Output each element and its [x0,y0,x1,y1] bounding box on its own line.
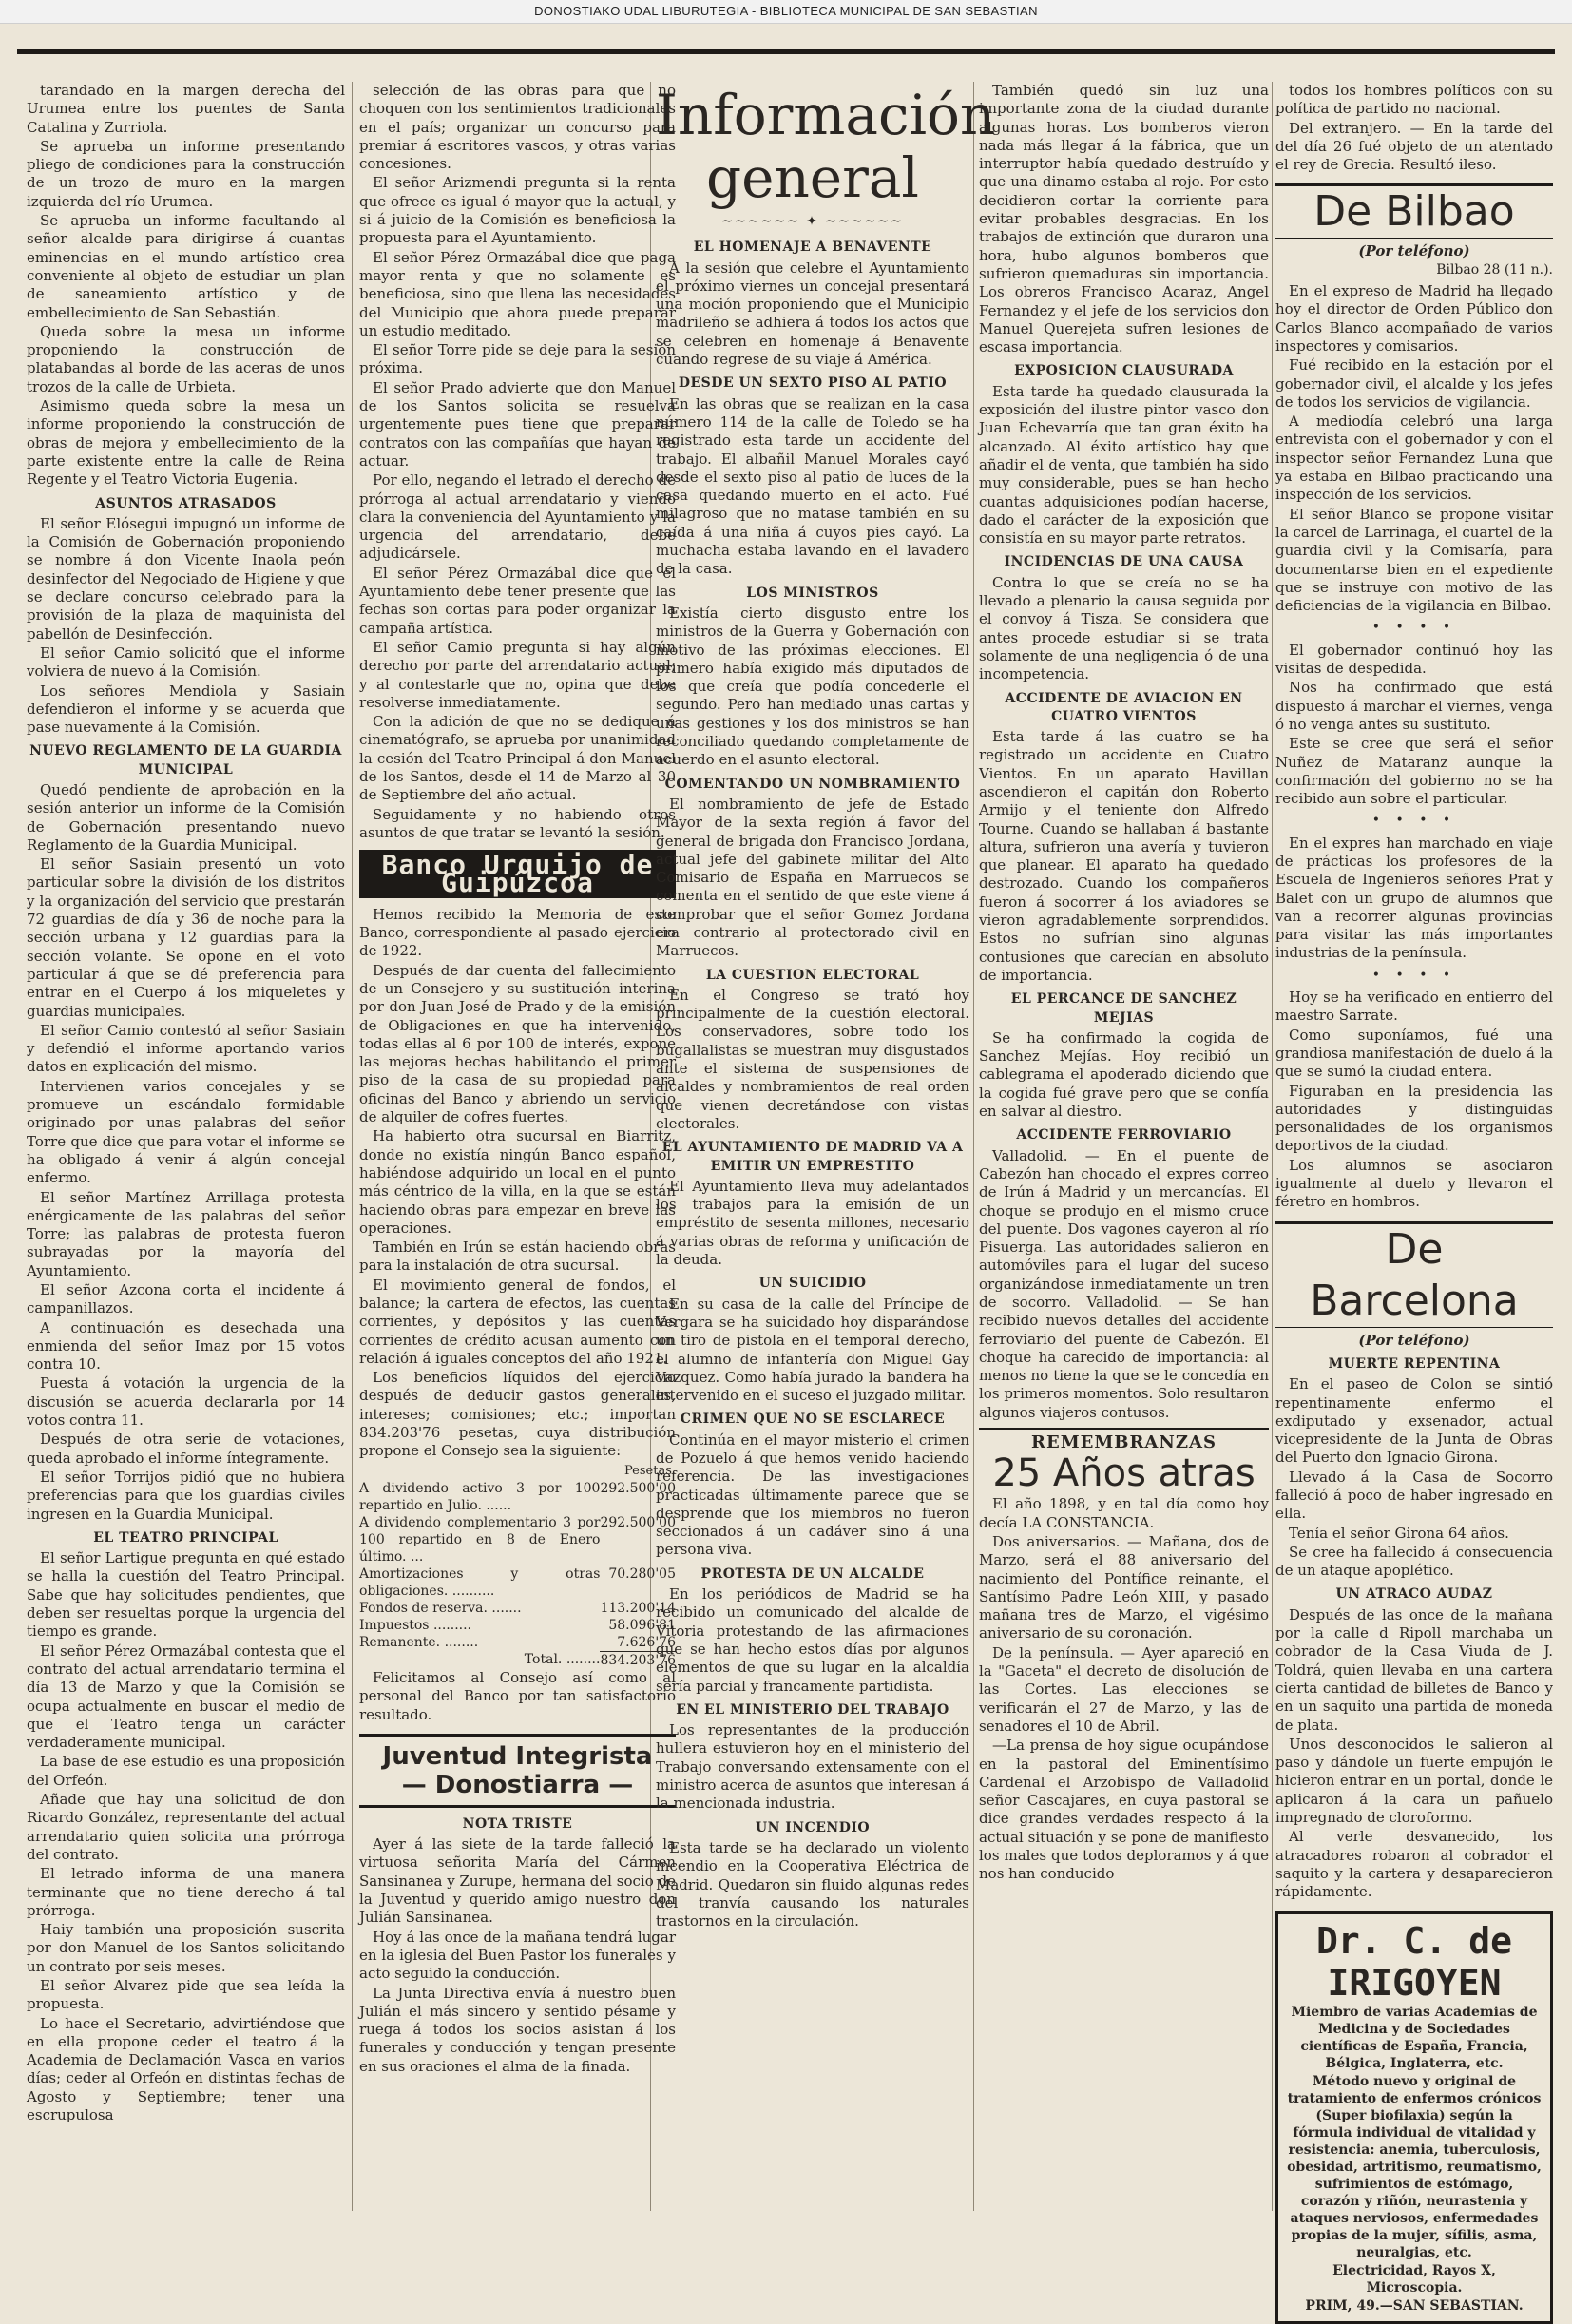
paragraph: Esta tarde á las cuatro se ha registrado un accidente en Cuatro Vientos. En un aparato Havillan ascendieron el capitán don Roberto Armijo y el teniente don Alfredo Tourne. Cuando se hallaban á bastante altura, sufrieron una avería y tuvieron que planear. El aparato ha quedado destrozado. Cuando los compañeros fueron á socorrer á los aviadores se vieron agradablemente sorprendidos. Estos no sufrían sino algunas contusiones que carecían en absoluto de importancia. [979,728,1269,984]
table-row [359,1565,676,1600]
paragraph: tarandado en la margen derecha del Urumea entre los puentes de Santa Catalina y Zurriola. [27,82,345,136]
paragraph: Valladolid. — En el puente de Cabezón han chocado el expres correo de Irún á Madrid y un mercancías. El choque se produjo en el mismo cruce del puente. Dos vagones cayeron al río Pisuerga. Las autoridades salieron en automóviles para el lugar del suceso organizándose inmediatamente un tren de socorro. Valladolid. — Se han recibido nuevos detalles del accidente ferroviario del puente de Cabezón. El choque ha carecido de importancia: al menos no tiene la que se le concedía en los primeros momentos. Solo resultaron algunos viajeros contusos. [979,1146,1269,1421]
table-total-row [359,1651,676,1669]
juventud-title: Juventud Integrista [382,1741,653,1771]
paragraph: El gobernador continuó hoy las visitas de despedida. [1275,641,1553,678]
paragraph: Continúa en el mayor misterio el crimen de Pozuelo á que hemos venido haciendo referencia. De las investigaciones practicadas últimamente parece que se desprende que los miembros no fueron seccionados á un cadáver sino á una persona viva. [656,1431,969,1559]
paragraph: Puesta á votación la urgencia de la discusión se acuerda declararla por 14 votos contra 11. [27,1374,345,1430]
row-value: 7.626'76 [617,1634,676,1650]
column-divider [973,82,974,2211]
paragraph: El letrado informa de una manera terminante que no tiene derecho á tal prórroga. [27,1865,345,1919]
paragraph: Ayer á las siete de la tarde falleció la virtuosa señorita María del Cármen Sansinanea y Zurupe, hermana del socio de la Juventud y querido amigo nuestro don Julián Sansinanea. [359,1835,676,1927]
section-heading: NUEVO REGLAMENTO DE LA GUARDIA MUNICIPAL [29,743,342,778]
barcelona-heading: De Barcelona [1275,1221,1553,1328]
paragraph: El señor Martínez Arrillaga protesta enérgicamente de las palabras del señor Torre; las palabras de protesta fueron subrayadas por la mayoría del Ayuntamiento. [27,1188,345,1279]
paragraph: —La prensa de hoy sigue ocupándose en la pastoral del Eminentísimo Cardenal el Arzobispo de Valladolid señor Cascajares, en cuya pastoral se dice grandes verdades respecto á la actual situación y se pone de manifiesto los males que todos deploramos y á que nos han conducido [979,1737,1269,1883]
paragraph: Quedó pendiente de aprobación en la sesión anterior un informe de la Comisión de Gobernación presentando nuevo Reglamento de la Guardia Municipal. [27,780,345,854]
paragraph: En el expreso de Madrid ha llegado hoy el director de Orden Público don Carlos Blanco acompañado de varios inspectores y comisarios. [1275,282,1553,355]
row-value: 70.280'05 [608,1565,676,1582]
ad-line: Miembro de varias Academias de Medicina y de Sociedades científicas de España, Francia, Bélgica, Inglaterra, etc. [1291,2004,1538,2071]
section-heading: LA CUESTION ELECTORAL [705,967,920,983]
section-heading: EL PERCANCE DE SANCHEZ MEJIAS [1010,991,1237,1026]
separator-stars: • • • • [1371,967,1457,983]
paragraph: Asimismo queda sobre la mesa un informe proponiendo la construcción de obras de mejora y embellecimiento de la parte existente entre la calle de Reina Regente y el Teatro Victoria Eugenia. [27,397,345,489]
bilbao-heading: De Bilbao [1275,183,1553,239]
section-heading: UN INCENDIO [755,1819,871,1835]
paragraph: Seguidamente y no habiendo otros asuntos de que tratar se levantó la sesión. [359,805,676,841]
paragraph: Se aprueba un informe facultando al señor alcalde para dirigirse á cuantas eminencias en el mundo artístico crea conveniente al objeto de estudiar un plan de saneamiento artístico y de embellecimiento de San Sebastián. [27,212,345,321]
column-1 [27,82,345,2211]
paragraph: Queda sobre la mesa un informe proponiendo la construcción de platabandas al borde de las aceras de unos trozos de la calle de Urbieta. [27,322,345,395]
paragraph: El señor Azcona corta el incidente á campanillazos. [27,1281,345,1317]
paragraph: El señor Alvarez pide que sea leída la propuesta. [27,1976,345,2013]
row-label: Amortizaciones y otras obligaciones. .......... [359,1565,601,1599]
section-heading: EL AYUNTAMIENTO DE MADRID VA A EMITIR UN EMPRESTITO [661,1140,964,1174]
telephone-note: (Por teléfono) [1358,1331,1470,1349]
section-heading: EL TEATRO PRINCIPAL [93,1529,278,1546]
section-heading: EL HOMENAJE A BENAVENTE [693,240,932,256]
remembranzas-heading: REMEMBRANZAS [979,1428,1269,1451]
paragraph: Dos aniversarios. — Mañana, dos de Marzo, será el 88 aniversario del nacimiento del Pontífice reinante, el Santísimo Padre León XIII, y pasado mañana tres de Marzo, el vigésimo aniversario de su coronación. [979,1532,1269,1642]
section-heading: CRIMEN QUE NO SE ESCLARECE [680,1412,946,1428]
paragraph: El Ayuntamiento lleva muy adelantados los trabajos para la emisión de un empréstito de sesenta millones, necesario á varias obras de reforma y unificación de la deuda. [656,1177,969,1269]
paragraph: Haiy también una proposición suscrita por don Manuel de los Santos solicitando un contrato por seis meses. [27,1921,345,1975]
paragraph: Se aprueba un informe presentando pliego de condiciones para la construcción de un trozo de muro en la margen izquierda del río Urumea. [27,137,345,210]
paragraph: El nombramiento de jefe de Estado Mayor de la sexta región á favor del general de brigada don Francisco Jordana, actual jefe del gabinete militar del Alto Comisario de España en Marruecos se comenta en el sentido de que este viene á comprobar que el señor Gomez Jordana era contrario al protectorado civil en Marruecos. [656,795,969,960]
paragraph: A continuación es desechada una enmienda del señor Imaz por 15 votos contra 10. [27,1318,345,1373]
paragraph: A la sesión que celebre el Ayuntamiento el próximo viernes un concejal presentará una moción proponiendo que el Municipio madrileño se adhiera á todos los actos que se celebren en homenaje á Benavente cuando regrese de su viaje á América. [656,259,969,369]
paragraph: En los periódicos de Madrid se ha recibido un comunicado del alcalde de Vitoria protestando de las afirmaciones que se han hecho estos días por algunos elementos de que su lugar en la alcaldía sería parcial y francamente partidista. [656,1585,969,1695]
paragraph: El señor Lartigue pregunta en qué estado se halla la cuestión del Teatro Principal. Sabe que hay solicitudes pendientes, que deben ser resueltas porque la urgencia del tiempo es grande. [27,1549,345,1641]
paragraph: El señor Blanco se propone visitar la carcel de Larrinaga, el cuartel de la guardia civil y la Comisaría, para documentarse bien en el expediente que se instruye con motivo de las deficiencias de la vigilancia en Bilbao. [1275,505,1553,615]
paragraph: Los señores Mendiola y Sasiain defendieron el informe y se acuerda que pase nuevamente á la Comisión. [27,682,345,737]
paragraph: En las obras que se realizan en la casa número 114 de la calle de Toledo se ha registrado esta tarde un accidente del trabajo. El albañil Manuel Morales cayó desde el sexto piso al patio de luces de la casa quedando muerto en el acto. Fué milagroso que no matase también en su caída á una niña á cuyos pies cayó. La muchacha estaba lavando en el lavadero de la casa. [656,394,969,578]
section-heading: PROTESTA DE UN ALCALDE [700,1565,925,1582]
section-heading: NOTA TRISTE [462,1815,573,1832]
separator-stars: • • • • [1371,813,1457,829]
total-label: Total. ........ [524,1652,601,1668]
section-heading: MUERTE REPENTINA [1328,1355,1501,1372]
paragraph: Añade que hay una solicitud de don Ricardo González, representante del actual arrendatario quien solicita una prórroga del contrato. [27,1791,345,1863]
paragraph: El señor Elósegui impugnó un informe de la Comisión de Gobernación proponiendo se nombre á don Vicente Inaola peón desinfector del Negociado de Higiene y que se declare concurso celebrado para la provisión de la plaza de maquinista del pabellón de Desinfección. [27,514,345,643]
paragraph: Llevado á la Casa de Socorro falleció á poco de haber ingresado en ella. [1275,1468,1553,1523]
anos-atras-title: 25 Años atras [992,1451,1256,1496]
section-heading: LOS MINISTROS [746,585,879,601]
paragraph: El señor Torre pide se deje para la sesión próxima. [359,341,676,377]
juventud-title-box [359,1734,676,1808]
council-report-intro [27,82,345,490]
paragraph: Esta tarde ha quedado clausurada la exposición del ilustre pintor vasco don Juan Echevarría que tan gran éxito ha alcanzado. Al éxito artístico hay que añadir el de venta, que también ha sido muy considerable, pues se han hecho cuantas adquisiciones podían hacerse, dado el carácter de la exposición que consistía en su mayor parte retratos. [979,382,1269,547]
paragraph: Fué recibido en la estación por el gobernador civil, el alcalde y los jefes de todos los servicios de vigilancia. [1275,356,1553,411]
column-divider [1272,82,1273,2211]
paragraph: El año 1898, y en tal día como hoy decía LA CONSTANCIA. [979,1495,1269,1531]
paragraph: La base de ese estudio es una proposición del Orfeón. [27,1753,345,1789]
library-banner: DONOSTIAKO UDAL LIBURUTEGIA - BIBLIOTECA MUNICIPAL DE SAN SEBASTIAN [0,0,1572,24]
paragraph: Intervienen varios concejales y se promueve un escándalo formidable originado por unas palabras del señor Torre que dice que para votar el informe se ha obligado á venir á algún concejal enfermo. [27,1077,345,1187]
ad-title: Dr. C. de IRIGOYEN [1316,1919,1512,2004]
paragraph: Hoy se ha verificado en entierro del maestro Sarrate. [1275,989,1553,1025]
section-heading: INCIDENCIAS DE UNA CAUSA [1004,554,1244,570]
section-title: Información general [656,83,996,210]
paragraph: todos los hombres políticos con su política de partido no nacional. [1275,82,1553,118]
table-row [359,1514,676,1565]
row-value: 292.500'00 [600,1480,676,1496]
paragraph: El señor Camio pregunta si hay algún derecho por parte del arrendatario actual; y al contestarle que no, opina que debe resolverse inmediatamente. [359,638,676,711]
row-label: Remanente. ........ [359,1634,479,1650]
paragraph: Figuraban en la presidencia las autoridades y distinguidas personalidades de los organismos deportivos de la ciudad. [1275,1082,1553,1155]
bank-title: Banco Urquijo de Guipúzcoa [359,850,676,898]
paragraph: Esta tarde se ha declarado un violento incendio en la Cooperativa Eléctrica de Madrid. Quedaron sin fluido algunas redes del tranvía causando los naturales trastornos en la circulación. [656,1838,969,1930]
section-heading: COMENTANDO UN NOMBRAMIENTO [664,776,961,792]
ad-line: Método nuevo y original de tratamiento de enfermos crónicos (Super biofilaxia) según la fórmula individual de vitalidad y resistencia: anemia, tuberculosis, obesidad, artritismo, reumatismo, sufrimientos de estómago, corazón y riñón, neurastenia y ataques nerviosos, enfermedades propias de la mujer, sífilis, asma, neuralgias, etc. [1287,2073,1542,2260]
row-label: A dividendo complementario 3 por 100 repartido en 8 de Enero último. ... [359,1514,601,1565]
paragraph: Como suponíamos, fué una grandiosa manifestación de duelo á la que se sumó la ciudad entera. [1275,1026,1553,1081]
section-heading: UN ATRACO AUDAZ [1335,1586,1493,1603]
ad-address: PRIM, 49.—SAN SEBASTIAN. [1305,2297,1524,2314]
row-value: 58.096'81 [608,1617,676,1633]
paragraph: Con la adición de que no se dedique á cinematógrafo, se aprueba por unanimidad la cesión del Teatro Principal á don Manuel de los Santos, desde el 14 de Marzo al 30 de Septiembre del año actual. [359,713,676,804]
separator-stars: • • • • [1371,620,1457,636]
doctor-advertisement [1275,1911,1553,2324]
paragraph: Después de dar cuenta del fallecimiento de un Consejero y su sustitución interina por don Juan José de Prado y de la emisión de Obligaciones en que ha intervenido, todas ellas al 6 por 100 de interés, expone las mejoras hechas habilitando el primer piso de la casa de su propiedad para oficinas del Banco y abriendo un servicio de alquiler de cofres fuertes. [359,961,676,1126]
paragraph: En el Congreso se trató hoy principalmente de la cuestión electoral. Los conservadores, sobre todo los bugallalistas se muestran muy disgustados ante el sistema de suspensiones de alcaldes y nombramientos de real orden que vienen decretándose con vistas electorales. [656,986,969,1132]
column-2 [359,82,676,2211]
juventud-subtitle: — Donostiarra — [401,1770,634,1799]
paragraph: Se ha confirmado la cogida de Sanchez Mejías. Hoy recibió un cablegrama el apoderado diciendo que la cogida fué grave pero que se confía en salvar al diestro. [979,1028,1269,1121]
row-value: 292.500'00 [600,1514,676,1530]
paragraph: El señor Camio contestó al señor Sasiain y defendió el informe aportando varios datos en explicación del mismo. [27,1021,345,1076]
column-4 [979,82,1269,2211]
section-heading: EXPOSICION CLAUSURADA [1014,363,1234,379]
paragraph: Contra lo que se creía no se ha llevado a plenario la causa seguida por el convoy á Tisza. Se considera que antes procede estudiar si se trata solamente de una negligencia ó de una incompetencia. [979,573,1269,683]
flourish: ~~~~~~ ✦ ~~~~~~ [721,214,904,229]
row-value: 113.200'14 [600,1600,676,1616]
row-label: Fondos de reserva. ....... [359,1600,522,1616]
paragraph: selección de las obras para que no choquen con los sentimientos tradicionales en el país; organizar un concurso para premiar á escritores vascos, y otras varias concesiones. [359,82,676,173]
table-row [359,1634,676,1652]
row-label: A dividendo activo 3 por 100 repartido en Julio. ...... [359,1480,601,1513]
paragraph: En su casa de la calle del Príncipe de Vergara se ha suicidado hoy disparándose un tiro de pistola en el temporal derecho, el alumno de infantería don Miguel Gay Vazquez. Como había jurado la bandera ha intervenido en el suceso el juzgado militar. [656,1295,969,1405]
bank-distribution-table [359,1480,676,1669]
telephone-note: (Por teléfono) [1358,242,1470,260]
dateline: Bilbao 28 (11 n.). [1436,261,1553,278]
paragraph: Tenía el señor Girona 64 años. [1289,1524,1509,1542]
paragraph: El señor Sasiain presentó un voto particular sobre la división de los distritos y la organización del servicio que prestarán 72 guardias de día y 36 de noche para la sección urbana y 12 guardias para la sección volante. Se opone en el voto particular á que se dé preferencia para entrar en el Cuerpo á los miqueletes y guardias municipales. [27,855,345,1020]
column-5 [1275,82,1553,2314]
paragraph: Los alumnos se asociaron igualmente al duelo y llevaron el féretro en hombros. [1275,1156,1553,1211]
paragraph: Después de las once de la mañana por la calle d Ripoll marchaba un cobrador de la Casa Viuda de J. Toldrá, quien llevaba en una cartera cierta cantidad de billetes de Banco y en un saquito una partida de moneda de plata. [1275,1605,1553,1734]
paragraph: Del extranjero. — En la tarde del del día 26 fué objeto de un atentado el rey de Grecia. Resultó ileso. [1275,119,1553,174]
paragraph: Unos desconocidos le salieron al paso y dándole un fuerte empujón le hicieron entrar en un portal, donde le aplicaron á la cara un pañuelo impregnado de cloroformo. [1275,1735,1553,1827]
paragraph: El señor Pérez Ormazábal contesta que el contrato del actual arrendatario termina el día 13 de Marzo y que la Comisión se ocupa actualmente en buscar el medio de que el Teatro tenga un carácter verdaderamente municipal. [27,1642,345,1752]
paragraph: También en Irún se están haciendo obras para la instalación de otra sucursal. [359,1239,676,1275]
paragraph: La Junta Directiva envía á nuestro buen Julián el más sincero y sentido pésame y ruega á todos los socios asistan á los funerales y conducción y tengan presente en sus oraciones el alma de la finada. [359,1984,676,2075]
paragraph: En el paseo de Colon se sintió repentinamente enfermo el exdiputado y exsenador, actual vicepresidente de la Junta de Obras del Puerto don Ignacio Girona. [1275,1375,1553,1467]
section-heading: ASUNTOS ATRASADOS [95,495,277,511]
paragraph: Los representantes de la producción hullera estuvieron hoy en el ministerio del Trabajo conversando extensamente con el ministro acerca de asuntos que interesan á la mencionada industria. [656,1721,969,1813]
section-heading: ACCIDENTE FERROVIARIO [1016,1127,1232,1143]
section-heading: EN EL MINISTERIO DEL TRABAJO [676,1701,949,1718]
paragraph: El señor Pérez Ormazábal dice que paga mayor renta y que no solamente es beneficiosa, sino que llena las necesidades del Municipio que ahora puede preparar un estudio meditado. [359,248,676,339]
paragraph: El señor Prado advierte que don Manuel de los Santos solicita se resuelva urgentemente pues tiene que preparar contratos con las compañías que hayan de actuar. [359,378,676,470]
paragraph: Hemos recibido la Memoria de este Banco, correspondiente al pasado ejercicio de 1922. [359,905,676,960]
paragraph: Nos ha confirmado que está dispuesto á marchar el viernes, venga ó no venga antes su sustituto. [1275,679,1553,733]
section-heading: UN SUICIDIO [758,1276,867,1292]
table-row [359,1600,676,1617]
paragraph: El movimiento general de fondos, el balance; la cartera de efectos, las cuentas corrientes, y depósitos y las cuentas corrientes de crédito acusan aumento con relación á iguales conceptos del año 1921. [359,1276,676,1367]
header-rule [17,49,1555,54]
table-row [359,1617,676,1634]
column-divider [352,82,353,2211]
currency-label: Pesetas. [624,1463,676,1478]
paragraph: Lo hace el Secretario, advirtiéndose que en ella propone ceder el teatro á la Academia de Declamación Vasca en varios días; ceder al Orfeón en distintas fechas de Agosto y Septiembre; tener una escrupulosa [27,2014,345,2124]
section-heading: DESDE UN SEXTO PISO AL PATIO [678,375,948,392]
row-label: Impuestos ......... [359,1617,471,1633]
paragraph: De la península. — Ayer apareció en la "Gaceta" el decreto de disolución de las Cortes. Las elecciones se verificarán el 27 de Marzo, y las de senadores el 10 de Abril. [979,1643,1269,1735]
paragraph: Por ello, negando el letrado el derecho de prórroga al actual arrendatario y viendo clara la conveniencia del Ayuntamiento y la urgencia del arrendatario, debe adjudicársele. [359,471,676,563]
paragraph: Se cree ha fallecido á consecuencia de un ataque apoplético. [1275,1543,1553,1580]
column-3 [656,82,996,2211]
paragraph: Ha habierto otra sucursal en Biarritz, donde no existía ningún Banco español, habiéndose adquirido un local en el punto más céntrico de la villa, en la que se están haciendo obras para empezar en breve las operaciones. [359,1127,676,1237]
paragraph: Hoy á las once de la mañana tendrá lugar en la iglesia del Buen Pastor los funerales y acto seguido la conducción. [359,1928,676,1983]
paragraph: El señor Arizmendi pregunta si la renta que ofrece es igual ó mayor que la actual, y si á juicio de la Comisión es beneficiosa la propuesta para el Ayuntamiento. [359,174,676,247]
paragraph: A mediodía celebró una larga entrevista con el gobernador y con el inspector señor Fernandez Luna que ya estaba en Bilbao practicando una inspección de los servicios. [1275,413,1553,504]
paragraph: Existía cierto disgusto entre los ministros de la Guerra y Gobernación con motivo de las próximas elecciones. El primero había exigido más diputados de los que creía que podía concederle el segundo. Pero han mediado unas cartas y unas gestiones y los dos ministros se han reconciliado quedando completamente de acuerdo en el asunto electoral. [656,604,969,769]
paragraph: El señor Camio solicitó que el informe volviera de nuevo á la Comisión. [27,643,345,681]
paragraph: Felicitamos al Consejo así como al personal del Banco por tan satisfactorio resultado. [359,1668,676,1723]
paragraph: Después de otra serie de votaciones, queda aprobado el informe íntegramente. [27,1431,345,1467]
paragraph: Este se cree que será el señor Nuñez de Mataranz aunque la confirmación del gobierno no se ha recibido aun sobre el particular. [1275,735,1553,808]
paragraph: Los beneficios líquidos del ejercicio después de deducir gastos generales, intereses; comisiones; etc.; importan 834.203'76 pesetas, cuya distribución propone el Consejo sea la siguiente: [359,1369,676,1460]
paragraph: En el expres han marchado en viaje de prácticas los profesores de la Escuela de Ingenieros señores Prat y Balet con un grupo de alumnos que van a recorrer algunas provincias para visitar las más importantes industrias de la península. [1275,834,1553,962]
section-heading: ACCIDENTE DE AVIACION EN CUATRO VIENTOS [1005,690,1243,724]
ad-line: Electricidad, Rayos X, Microscopia. [1332,2262,1496,2295]
paragraph: También quedó sin luz una importante zona de la ciudad durante algunas horas. Los bomberos vieron nada más llegar á la fábrica, que un interruptor había quedado destruído y que una dinamo estaba al rojo. Por esto decidieron cortar la corriente para evitar probables desgracias. En los trabajos de extinción que duraron una hora, hubo algunos bomberos que sufrieron quemaduras sin importancia. Los obreros Francisco Acaraz, Angel Fernandez y el jefe de los servicios don Manuel Querejeta sufren lesiones de escasa importancia. [979,82,1269,356]
paragraph: Al verle desvanecido, los atracadores robaron al cobrador el saquito y la cartera y desaparecieron rápidamente. [1275,1828,1553,1901]
table-row [359,1480,676,1514]
paragraph: El señor Torrijos pidió que no hubiera preferencias para que los guardias civiles ingresen en la Guardia Municipal. [27,1468,345,1523]
paragraph: El señor Pérez Ormazábal dice que el Ayuntamiento debe tener presente que las fechas son cortas para poder organizar la campaña artística. [359,564,676,637]
total-value: 834.203'76 [600,1652,676,1668]
